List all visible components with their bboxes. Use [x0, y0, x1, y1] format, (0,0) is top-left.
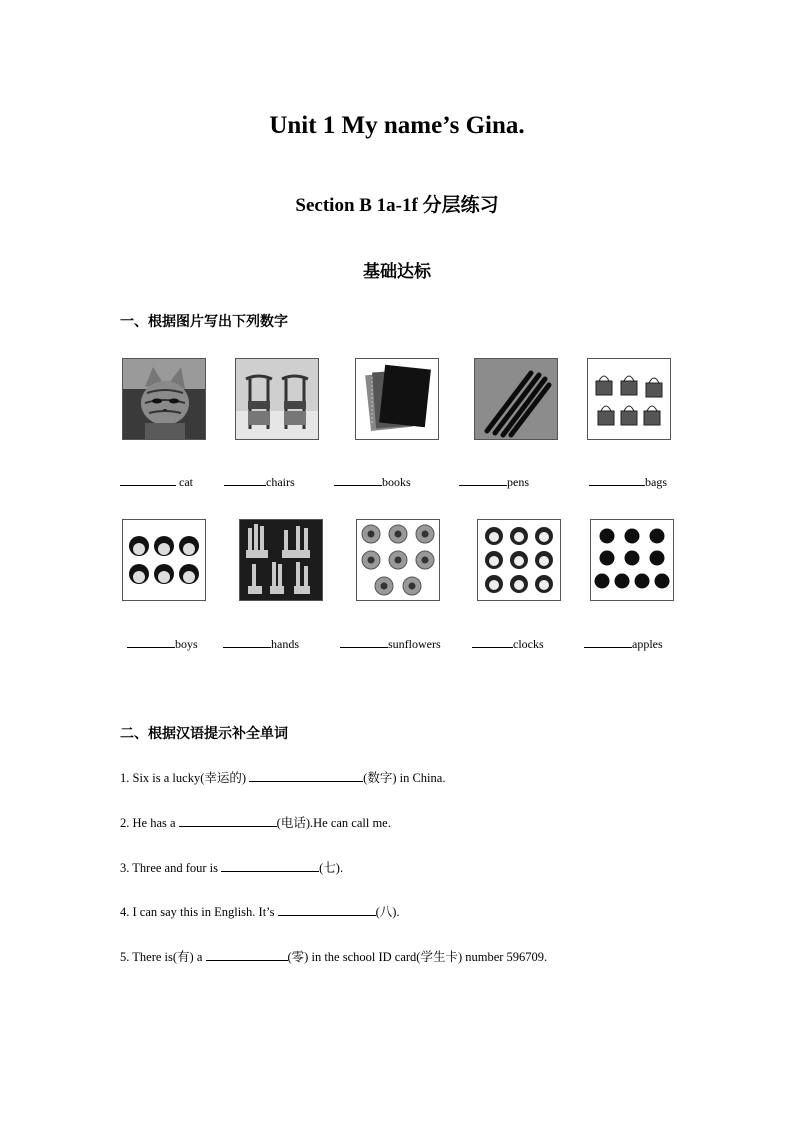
caption-pens — [459, 473, 529, 490]
answer-blank[interactable] — [459, 473, 507, 486]
answer-blank[interactable] — [334, 473, 382, 486]
caption-word: bags — [645, 475, 667, 489]
caption-word: clocks — [513, 637, 544, 651]
question-5 — [120, 947, 547, 965]
section-subtitle: Section B 1a-1f 分层练习 — [295, 195, 499, 216]
answer-blank[interactable] — [120, 473, 176, 486]
answer-blank[interactable] — [249, 769, 363, 782]
answer-blank[interactable] — [206, 948, 288, 961]
caption-word: books — [382, 475, 411, 489]
caption-word: pens — [507, 475, 529, 489]
cat-photo-icon — [122, 358, 206, 440]
clocks-photo-icon — [477, 519, 561, 601]
question-text: (电话).He can call me. — [276, 816, 391, 830]
caption-word: apples — [632, 637, 663, 651]
part2-heading: 二、根据汉语提示补全单词 — [120, 727, 288, 742]
caption-cat — [120, 473, 193, 490]
question-1 — [120, 768, 445, 786]
question-2 — [120, 813, 391, 831]
apples-photo-icon — [590, 519, 674, 601]
page-title: Unit 1 My name’s Gina. — [269, 112, 525, 139]
caption-word: hands — [271, 637, 299, 651]
caption-hands — [223, 635, 299, 652]
question-text: 5. There is(有) a — [120, 950, 206, 964]
question-text: (八). — [375, 905, 400, 919]
answer-blank[interactable] — [127, 635, 175, 648]
question-text: (七). — [319, 861, 344, 875]
answer-blank[interactable] — [223, 635, 271, 648]
answer-blank[interactable] — [472, 635, 513, 648]
answer-blank[interactable] — [340, 635, 388, 648]
answer-blank[interactable] — [179, 814, 277, 827]
answer-blank[interactable] — [221, 859, 319, 872]
level-heading: 基础达标 — [363, 262, 431, 281]
chairs-photo-icon — [235, 358, 319, 440]
hands-photo-icon — [239, 519, 323, 601]
answer-blank[interactable] — [589, 473, 645, 486]
answer-blank[interactable] — [278, 903, 376, 916]
caption-word: cat — [179, 475, 193, 489]
caption-clocks — [472, 635, 544, 652]
question-text: 3. Three and four is — [120, 861, 222, 875]
question-text: (零) in the school ID card(学生卡) number 596709. — [287, 950, 548, 964]
question-text: 1. Six is a lucky(幸运的) — [120, 771, 250, 785]
caption-word: chairs — [266, 475, 295, 489]
caption-sunflowers — [340, 635, 441, 652]
caption-apples — [584, 635, 663, 652]
answer-blank[interactable] — [584, 635, 632, 648]
caption-chairs — [224, 473, 295, 490]
question-3 — [120, 858, 343, 876]
question-text: 4. I can say this in English. It’s — [120, 905, 278, 919]
answer-blank[interactable] — [224, 473, 266, 486]
caption-books — [334, 473, 411, 490]
bags-photo-icon — [587, 358, 671, 440]
books-photo-icon — [355, 358, 439, 440]
question-text: 2. He has a — [120, 816, 179, 830]
caption-word: boys — [175, 637, 198, 651]
question-text: (数字) in China. — [363, 771, 446, 785]
question-4 — [120, 902, 400, 920]
boys-photo-icon — [122, 519, 206, 601]
sunflowers-photo-icon — [356, 519, 440, 601]
caption-word: sunflowers — [388, 637, 441, 651]
caption-boys — [127, 635, 198, 652]
part1-heading: 一、根据图片写出下列数字 — [120, 315, 288, 330]
caption-bags — [589, 473, 667, 490]
pens-photo-icon — [474, 358, 558, 440]
